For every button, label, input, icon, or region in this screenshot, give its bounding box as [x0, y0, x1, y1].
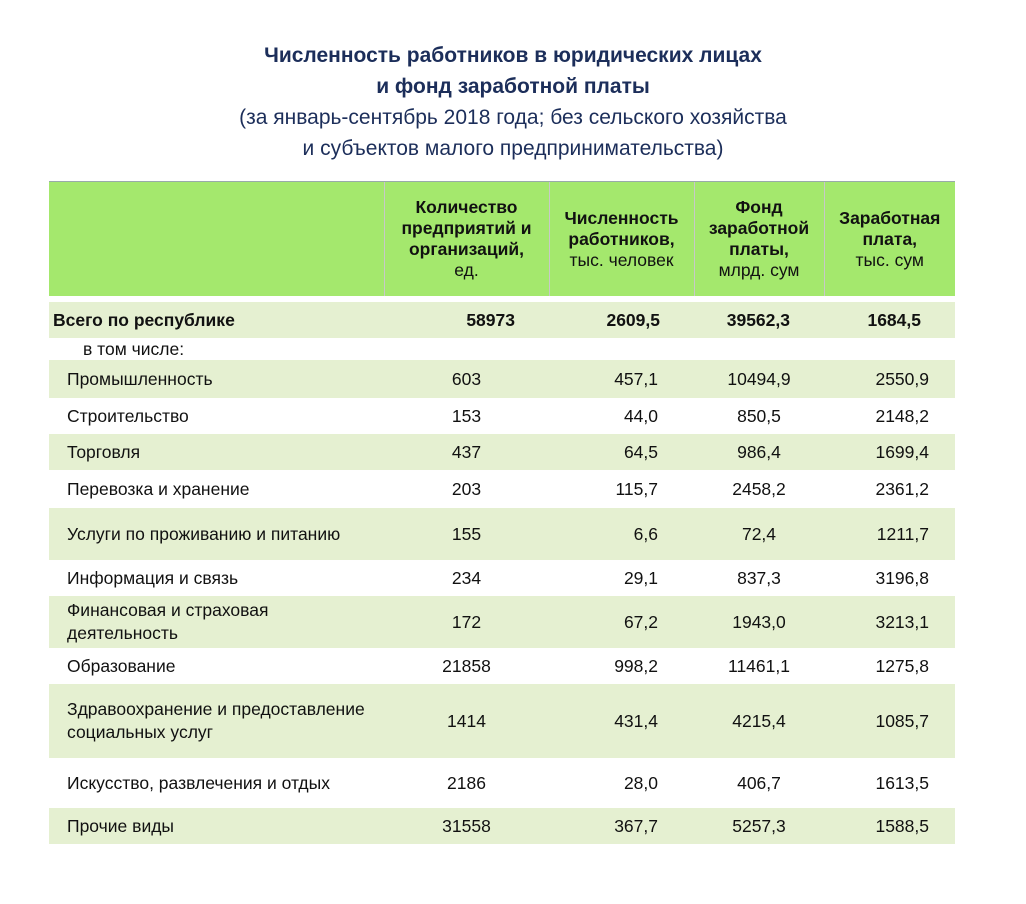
- row-enterprises: 31558: [384, 808, 549, 844]
- row-fund: 11461,1: [694, 648, 824, 684]
- total-label: Всего по республике: [49, 302, 384, 338]
- row-salary: 1275,8: [824, 648, 955, 684]
- row-employees: 64,5: [549, 434, 694, 470]
- row-fund: 5257,3: [694, 808, 824, 844]
- header-enterprises: [384, 182, 549, 297]
- row-name: Строительство: [49, 398, 384, 434]
- row-employees: 457,1: [549, 360, 694, 398]
- row-enterprises: 2186: [384, 758, 549, 808]
- header-blank: [49, 182, 384, 297]
- row-name: Промышленность: [49, 360, 384, 398]
- total-salary: 1684,5: [824, 302, 955, 338]
- row-name: Финансовая и страховая деятельность: [49, 596, 384, 648]
- table-row: [49, 758, 955, 808]
- row-name: Образование: [49, 648, 384, 684]
- header-employees-label: Численность работников,: [564, 207, 679, 249]
- row-salary: 1211,7: [824, 508, 955, 560]
- header-employees-unit: тыс. человек: [569, 249, 674, 270]
- row-fund: 10494,9: [694, 360, 824, 398]
- row-fund: 72,4: [694, 508, 824, 560]
- table-row: [49, 808, 955, 844]
- row-name: Здравоохранение и предоставление социальных услуг: [49, 684, 384, 758]
- row-enterprises: 153: [384, 398, 549, 434]
- row-name: Информация и связь: [49, 560, 384, 596]
- header-salary-label: Заработная плата,: [839, 207, 941, 249]
- row-employees: 115,7: [549, 470, 694, 508]
- title-line-1: Численность работников в юридических лицах: [264, 44, 762, 67]
- row-fund: 837,3: [694, 560, 824, 596]
- header-salary: [824, 182, 955, 297]
- row-employees: 6,6: [549, 508, 694, 560]
- row-enterprises: 172: [384, 596, 549, 648]
- table-row: [49, 596, 955, 648]
- header-fund: [694, 182, 824, 297]
- row-fund: 2458,2: [694, 470, 824, 508]
- row-name: Торговля: [49, 434, 384, 470]
- subtitle-line-1: (за январь-сентябрь 2018 года; без сельского хозяйства: [239, 106, 787, 129]
- subheading-label: в том числе:: [49, 338, 955, 360]
- row-fund: 850,5: [694, 398, 824, 434]
- header-employees: [549, 182, 694, 297]
- title-block: [0, 40, 1026, 164]
- row-enterprises: 234: [384, 560, 549, 596]
- row-salary: 1699,4: [824, 434, 955, 470]
- row-fund: 1943,0: [694, 596, 824, 648]
- row-employees: 44,0: [549, 398, 694, 434]
- subheading-row: [49, 338, 955, 360]
- table-row: [49, 434, 955, 470]
- row-name: Перевозка и хранение: [49, 470, 384, 508]
- row-name: Прочие виды: [49, 808, 384, 844]
- total-enterprises: 58973: [384, 302, 549, 338]
- table-row: [49, 508, 955, 560]
- row-employees: 367,7: [549, 808, 694, 844]
- row-employees: 29,1: [549, 560, 694, 596]
- row-name: Услуги по проживанию и питанию: [49, 508, 384, 560]
- row-salary: 3196,8: [824, 560, 955, 596]
- row-enterprises: 21858: [384, 648, 549, 684]
- row-salary: 2148,2: [824, 398, 955, 434]
- row-salary: 2550,9: [824, 360, 955, 398]
- row-salary: 1588,5: [824, 808, 955, 844]
- table-row: [49, 648, 955, 684]
- table-row: [49, 470, 955, 508]
- subtitle-line-2: и субъектов малого предпринимательства): [302, 137, 724, 160]
- header-enterprises-unit: ед.: [454, 260, 479, 280]
- total-row: [49, 302, 955, 338]
- table-row: [49, 684, 955, 758]
- header-fund-label: Фонд заработной платы,: [708, 197, 810, 259]
- row-employees: 998,2: [549, 648, 694, 684]
- row-enterprises: 1414: [384, 684, 549, 758]
- row-enterprises: 437: [384, 434, 549, 470]
- employment-table: [49, 181, 955, 844]
- title-line-2: и фонд заработной платы: [376, 75, 650, 98]
- row-employees: 431,4: [549, 684, 694, 758]
- row-employees: 67,2: [549, 596, 694, 648]
- row-salary: 1613,5: [824, 758, 955, 808]
- row-employees: 28,0: [549, 758, 694, 808]
- table-row: [49, 560, 955, 596]
- header-row: [49, 182, 955, 297]
- header-fund-unit: млрд. сум: [718, 260, 800, 280]
- table-row: [49, 360, 955, 398]
- header-salary-unit: тыс. сум: [855, 249, 924, 270]
- table-row: [49, 398, 955, 434]
- row-salary: 3213,1: [824, 596, 955, 648]
- row-enterprises: 603: [384, 360, 549, 398]
- total-fund: 39562,3: [694, 302, 824, 338]
- row-fund: 986,4: [694, 434, 824, 470]
- total-employees: 2609,5: [549, 302, 694, 338]
- row-enterprises: 155: [384, 508, 549, 560]
- row-name: Искусство, развлечения и отдых: [49, 758, 384, 808]
- row-salary: 2361,2: [824, 470, 955, 508]
- row-salary: 1085,7: [824, 684, 955, 758]
- row-fund: 406,7: [694, 758, 824, 808]
- row-enterprises: 203: [384, 470, 549, 508]
- header-enterprises-label: Количество предприятий и организаций,: [401, 197, 532, 259]
- row-fund: 4215,4: [694, 684, 824, 758]
